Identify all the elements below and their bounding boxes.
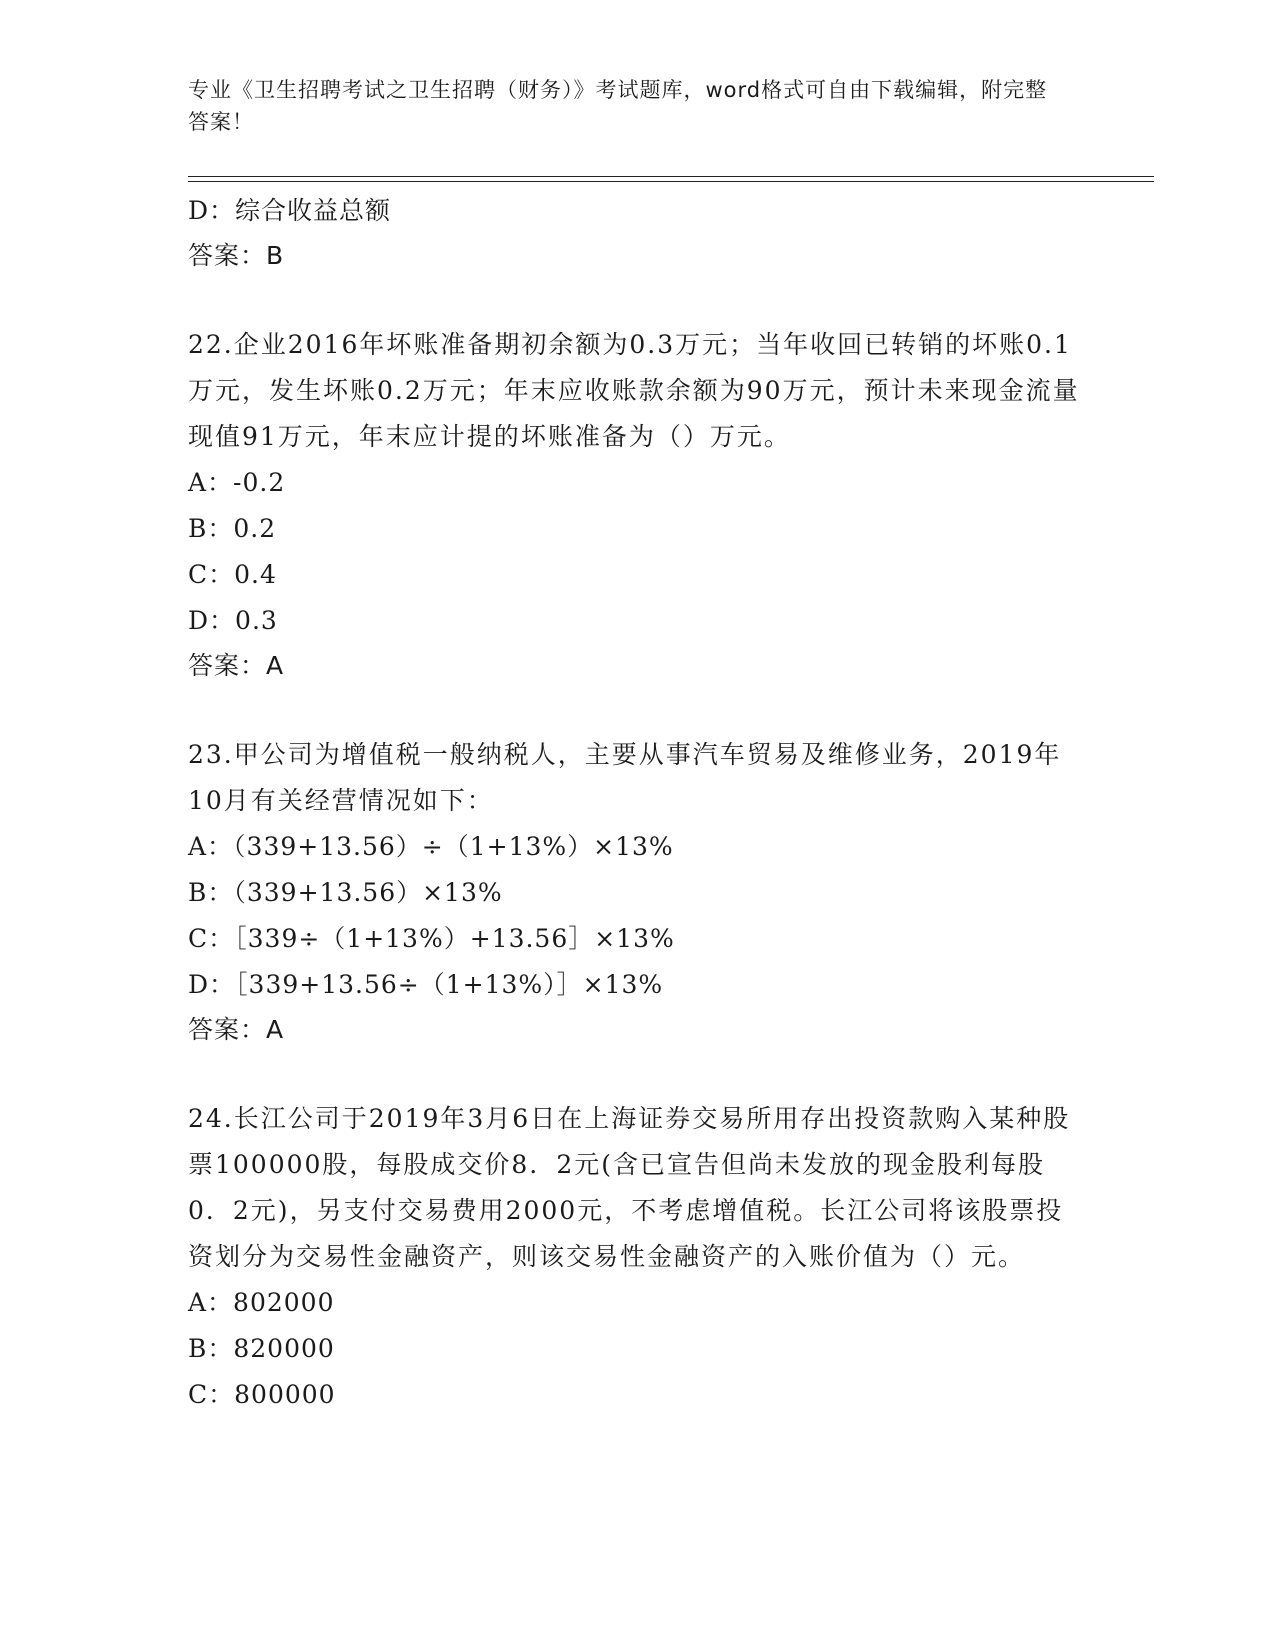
option-b: B：0.2 <box>188 514 277 543</box>
option-d: D：综合收益总额 <box>188 196 392 225</box>
option-c: C：0.4 <box>188 560 277 589</box>
header-divider-secondary <box>188 181 1154 182</box>
previous-question-tail <box>188 188 1088 278</box>
answer-line: 答案：B <box>188 241 285 270</box>
option-a: A：802000 <box>188 1288 335 1317</box>
question-22 <box>188 322 1088 688</box>
header-divider <box>188 176 1154 177</box>
option-a: A：（339+13.56）÷（1+13%）×13% <box>188 832 674 861</box>
question-list <box>188 188 1088 1418</box>
option-b: B：820000 <box>188 1334 335 1363</box>
option-c: C：800000 <box>188 1380 336 1409</box>
question-stem: 24.长江公司于2019年3月6日在上海证券交易所用存出投资款购入某种股票100000股，每股成交价8．2元(含已宣告但尚未发放的现金股利每股0．2元)，另支付交易费用2000元，不考虑增值税。长江公司将该股票投资划分为交易性金融资产，则该交易性金融资产的入账价值为（）元。 <box>188 1104 1071 1271</box>
question-23 <box>188 732 1088 1052</box>
option-b: B：（339+13.56）×13% <box>188 878 503 907</box>
page-header: 专业《卫生招聘考试之卫生招聘（财务）》考试题库，word格式可自由下载编辑，附完整答案！ <box>188 78 1048 134</box>
question-stem: 22.企业2016年坏账准备期初余额为0.3万元；当年收回已转销的坏账0.1万元，发生坏账0.2万元；年末应收账款余额为90万元，预计未来现金流量现值91万元，年末应计提的坏账准备为（）万元。 <box>188 330 1080 451</box>
question-stem: 23.甲公司为增值税一般纳税人，主要从事汽车贸易及维修业务，2019年10月有关经营情况如下： <box>188 740 1062 815</box>
option-c: C：［339÷（1+13%）+13.56］×13% <box>188 924 675 953</box>
option-a: A：-0.2 <box>188 468 286 497</box>
option-d: D：［339+13.56÷（1+13%）］×13% <box>188 970 664 999</box>
answer-line: 答案：A <box>188 651 285 680</box>
answer-line: 答案：A <box>188 1015 285 1044</box>
option-d: D：0.3 <box>188 606 278 635</box>
question-24 <box>188 1096 1088 1418</box>
